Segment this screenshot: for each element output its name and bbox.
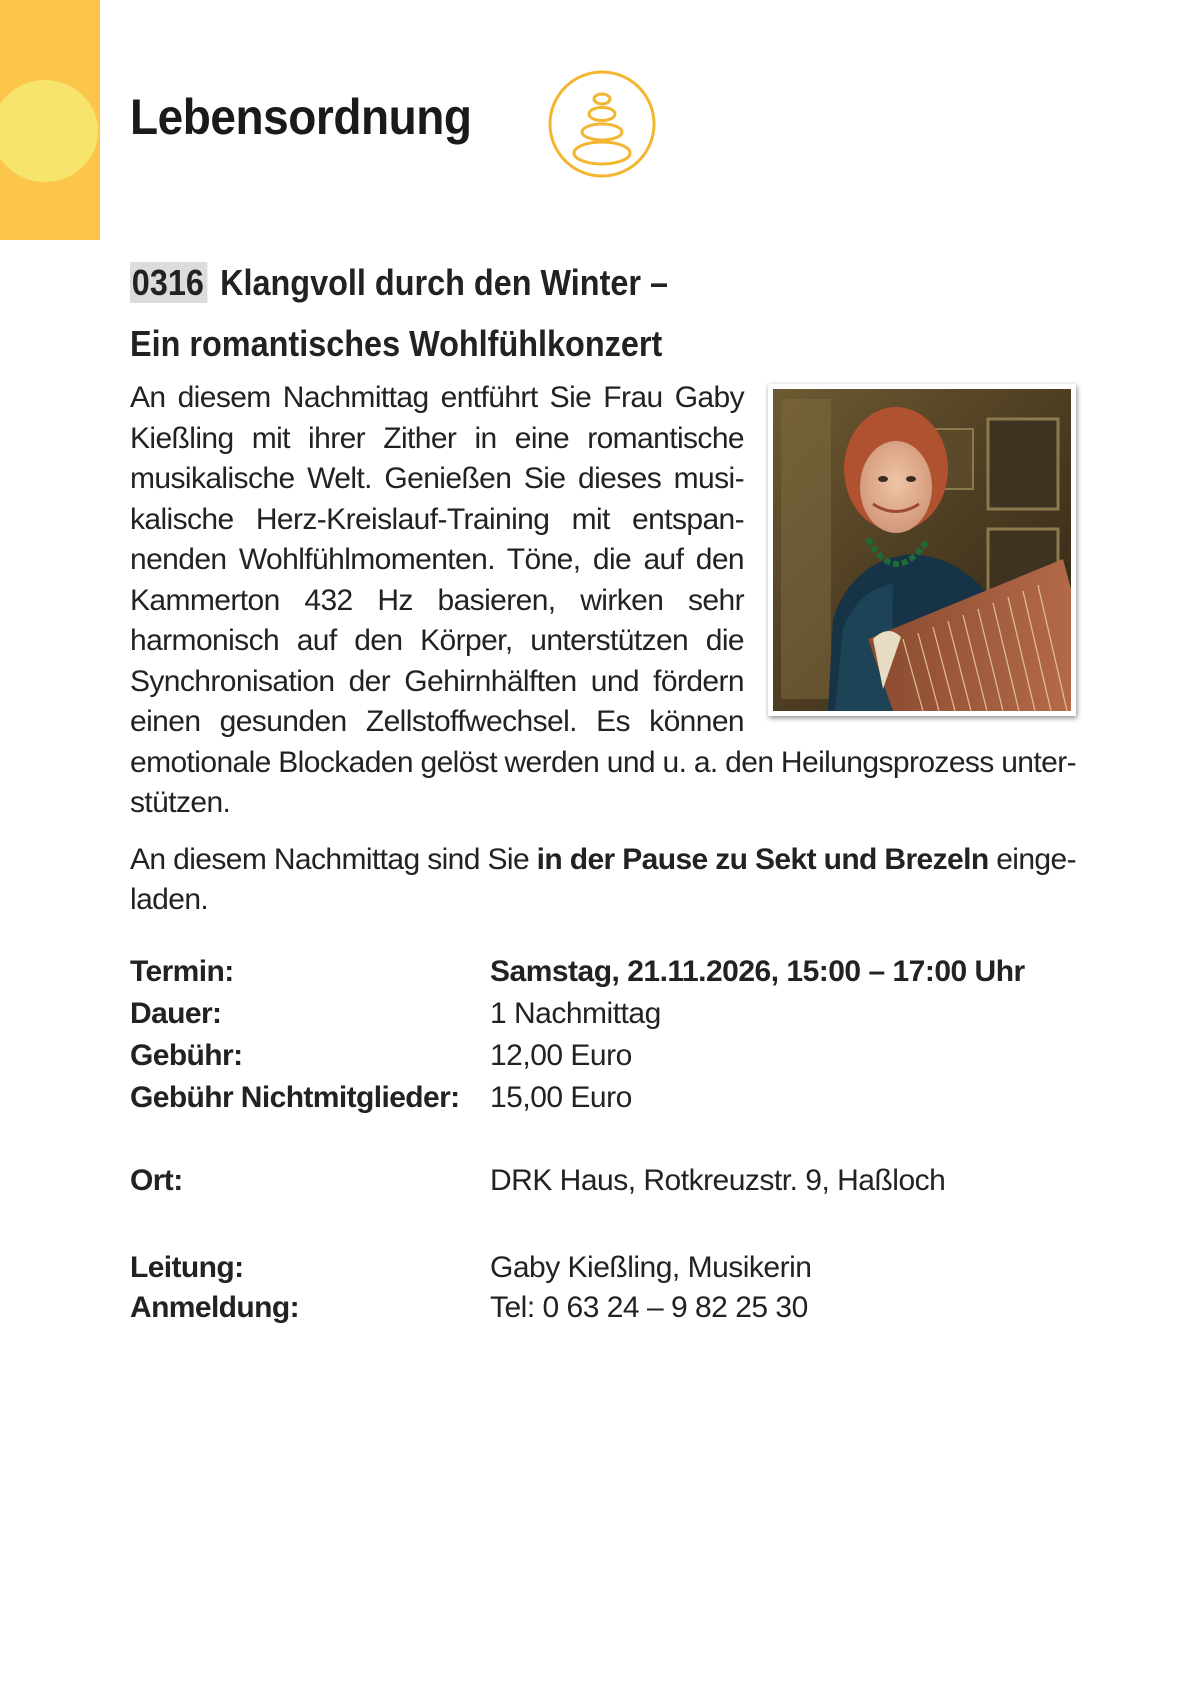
ort-label: Ort: xyxy=(130,1164,183,1197)
musician-photo-frame xyxy=(768,384,1076,716)
course-heading-line-1 xyxy=(130,252,994,313)
dauer-value: 1 Nachmittag xyxy=(490,997,661,1030)
detail-row-leitung xyxy=(130,1251,1090,1291)
termin-label: Termin: xyxy=(130,955,234,988)
description-paragraph-1: An diesem Nachmittag entführt Sie Frau Gaby Kießling mit ihrer Zither in eine romantische musikalische Welt. Genießen Sie dieses musi-kalische Herz-Kreislauf-Training mit entspan-nenden Wohlfühlmomenten. Töne, die auf den Kammerton 432 Hz basieren, wirken sehr harmonisch auf den Körper, unterstützen die Synchronisation der Gehirnhälften und fördern einen gesunden Zellstoffwechsel. Es können emotionale Blockaden gelöst werden und u. a. den Heilungsprozess unter-stützen. xyxy=(130,381,1076,819)
detail-row-anmeldung xyxy=(130,1291,1090,1331)
gebuehr-value: 12,00 Euro xyxy=(490,1039,632,1072)
paragraph-2-bold-text: in der Pause zu Sekt und Brezeln xyxy=(536,842,989,876)
detail-row-termin xyxy=(130,955,1090,995)
detail-row-gebuehr-nichtmitglieder xyxy=(130,1081,1090,1121)
anmeldung-label: Anmeldung: xyxy=(130,1291,299,1324)
detail-row-ort xyxy=(130,1164,1090,1204)
musician-photo xyxy=(773,389,1071,711)
gebuehr-label: Gebühr: xyxy=(130,1039,243,1072)
detail-row-dauer xyxy=(130,997,1090,1037)
leitung-value: Gaby Kießling, Musikerin xyxy=(490,1251,812,1284)
ort-value: DRK Haus, Rotkreuzstr. 9, Haßloch xyxy=(490,1164,946,1197)
gebuehr-nichtmitglieder-value: 15,00 Euro xyxy=(490,1081,632,1114)
paragraph-2-text-end: einge-laden. xyxy=(130,842,1076,916)
course-heading xyxy=(130,252,1090,374)
stacked-stones-icon xyxy=(546,70,658,178)
description-paragraph-2 xyxy=(130,840,1076,921)
gebuehr-nichtmitglieder-label: Gebühr Nichtmitglieder: xyxy=(130,1081,460,1114)
course-title-line-2: Ein romantisches Wohlfühlkonzert xyxy=(130,323,663,364)
anmeldung-value: Tel: 0 63 24 – 9 82 25 30 xyxy=(490,1291,808,1324)
paragraph-2-text-start: An diesem Nachmittag sind Sie xyxy=(130,842,537,876)
dauer-label: Dauer: xyxy=(130,997,222,1030)
course-description xyxy=(130,378,1076,921)
course-title-line-1: Klangvoll durch den Winter – xyxy=(220,262,669,303)
musician-with-zither-image xyxy=(773,389,1071,711)
section-title: Lebensordnung xyxy=(130,89,472,145)
detail-row-gebuehr xyxy=(130,1039,1090,1079)
leitung-label: Leitung: xyxy=(130,1251,244,1284)
course-number: 0316 xyxy=(130,262,207,303)
termin-value: Samstag, 21.11.2026, 15:00 – 17:00 Uhr xyxy=(490,955,1025,988)
